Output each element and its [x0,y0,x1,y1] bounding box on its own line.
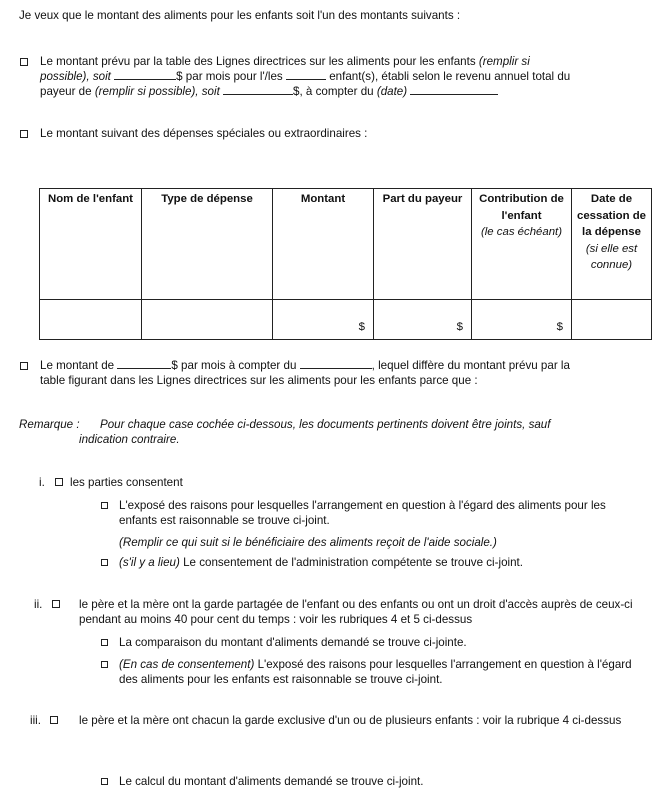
option-different-amount-checkbox[interactable] [20,362,28,370]
item-i-sub2-text: (s'il y a lieu) Le consentement de l'administration compétente se trouve ci-joint. [119,556,523,569]
start-date-field[interactable] [410,84,498,95]
item-ii-label: le père et la mère ont la garde partagée de l'enfant ou des enfants ou ont un droit d'accès auprès de ceux-ci pendant au moins 40 pour cent du temps : voir les rubriques 4 et 5 ci-dessus [79,598,633,627]
amount-field[interactable] [114,69,176,80]
option-special-expenses-text: Le montant suivant des dépenses spéciales ou extraordinaires : [40,127,368,140]
header-child-contribution: Contribution de l'enfant (le cas échéant) [472,189,572,300]
option-guidelines-checkbox[interactable] [20,58,28,66]
item-ii-sub2-checkbox[interactable] [101,661,108,668]
item-iii-label: le père et la mère ont chacun la garde exclusive d'un ou de plusieurs enfants : voir la rubrique 4 ci-dessus [79,714,622,727]
item-i-sub1-checkbox[interactable] [101,502,108,509]
cell-child-name[interactable] [40,300,142,340]
option-guidelines-text: Le montant prévu par la table des Lignes directrices sur les aliments pour les enfants (remplir si possible), soit $ par mois pour l'/les enfant(s), établi selon le revenu annuel total du payeur de (remplir si possible), soit $, à compter du (date) [40,55,571,99]
item-ii-checkbox[interactable] [52,600,60,608]
item-i-sub2-checkbox[interactable] [101,559,108,566]
item-i-number: i. [39,476,45,489]
different-amount-field[interactable] [117,358,171,369]
item-ii-sub1-text: La comparaison du montant d'aliments demandé se trouve ci-jointe. [119,636,467,649]
item-i-label: les parties consentent [70,476,183,489]
header-amount: Montant [273,189,374,300]
header-payer-share: Part du payeur [374,189,472,300]
item-iii-sub1-checkbox[interactable] [101,778,108,785]
intro-text: Je veux que le montant des aliments pour les enfants soit l'un des montants suivants : [19,9,461,22]
different-date-field[interactable] [300,358,372,369]
remark-text: Pour chaque case cochée ci-dessous, les documents pertinents doivent être joints, sauf indication contraire. [79,418,551,447]
item-i-sub1-text: L'exposé des raisons pour lesquelles l'arrangement en question à l'égard des aliments pour les enfants est raisonnable se trouve ci-joint. [119,499,606,528]
item-i-note: (Remplir ce qui suit si le bénéficiaire des aliments reçoit de l'aide sociale.) [119,536,497,549]
cell-amount[interactable]: $ [273,300,374,340]
cell-expense-type[interactable] [142,300,273,340]
item-iii-checkbox[interactable] [50,716,58,724]
cell-payer-share[interactable]: $ [374,300,472,340]
item-ii-sub2-text: (En cas de consentement) L'exposé des raisons pour lesquelles l'arrangement en question à l'égard des aliments pour les enfants est raisonnable se trouve ci-joint. [119,658,632,687]
item-ii-sub1-checkbox[interactable] [101,639,108,646]
item-iii-sub1-text: Le calcul du montant d'aliments demandé se trouve ci-joint. [119,775,424,788]
special-expenses-table [39,188,652,340]
remark-label: Remarque : [19,418,80,431]
item-ii-number: ii. [34,598,43,611]
option-special-expenses-checkbox[interactable] [20,130,28,138]
header-expense-type: Type de dépense [142,189,273,300]
header-end-date: Date de cessation de la dépense (si elle est connue) [572,189,652,300]
cell-child-contribution[interactable]: $ [472,300,572,340]
cell-end-date[interactable] [572,300,652,340]
item-i-checkbox[interactable] [55,478,63,486]
income-amount-field[interactable] [223,84,293,95]
header-child-name: Nom de l'enfant [40,189,142,300]
item-iii-number: iii. [30,714,41,727]
children-count-field[interactable] [286,69,326,80]
option-different-amount-text: Le montant de $ par mois à compter du , lequel diffère du montant prévu par la table figurant dans les Lignes directrices sur les aliments pour les enfants parce que : [40,359,570,388]
